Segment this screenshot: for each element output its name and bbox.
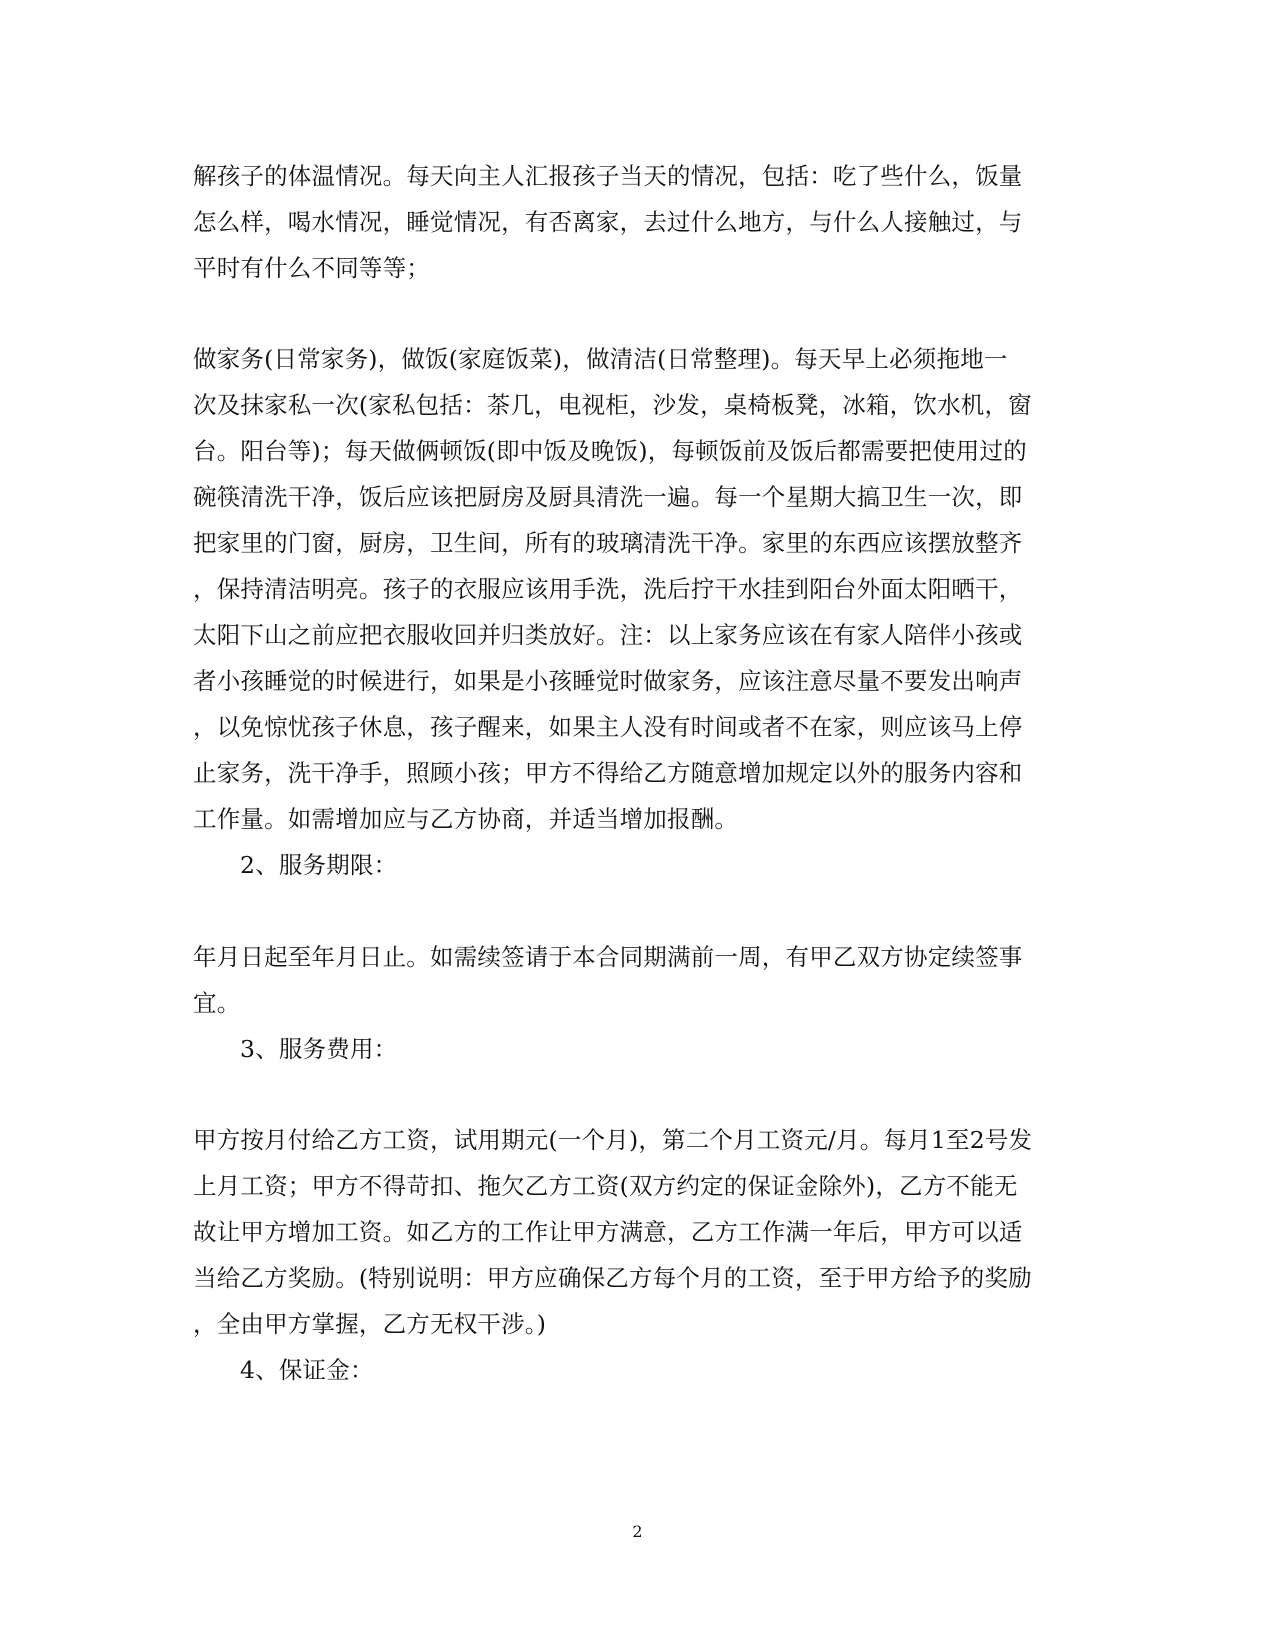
- housework-line-6: ，保持清洁明亮。孩子的衣服应该用手洗，洗后拧干水挂到阳台外面太阳晒干，: [193, 575, 1023, 603]
- term-line-1: 年月日起至年月日止。如需续签请于本合同期满前一周，有甲乙双方协定续签事: [193, 943, 1023, 971]
- housework-line-5: 把家里的门窗，厨房，卫生间，所有的玻璃清洗干净。家里的东西应该摆放整齐: [193, 529, 1023, 557]
- term-line-2: 宜。: [193, 989, 241, 1017]
- housework-line-2: 次及抹家私一次(家私包括：茶几，电视柜，沙发，桌椅板凳，冰箱，饮水机，窗: [193, 391, 1032, 419]
- fee-line-2: 上月工资；甲方不得苛扣、拖欠乙方工资(双方约定的保证金除外)，乙方不能无: [193, 1172, 1018, 1200]
- housework-line-3: 台。阳台等)；每天做俩顿饭(即中饭及晚饭)，每顿饭前及饭后都需要把使用过的: [193, 437, 1027, 465]
- housework-line-9: ，以免惊忧孩子休息，孩子醒来，如果主人没有时间或者不在家，则应该马上停: [193, 713, 1023, 741]
- childcare-line-2: 怎么样，喝水情况，睡觉情况，有否离家，去过什么地方，与什么人接触过，与: [193, 208, 1023, 236]
- housework-line-8: 者小孩睡觉的时候进行，如果是小孩睡觉时做家务，应该注意尽量不要发出响声: [193, 667, 1023, 695]
- section-heading-service-term: 2、服务期限：: [240, 851, 398, 879]
- page-number: 2: [632, 1522, 643, 1541]
- section-heading-deposit: 4、保证金：: [240, 1356, 374, 1384]
- housework-line-10: 止家务，洗干净手，照顾小孩；甲方不得给乙方随意增加规定以外的服务内容和: [193, 759, 1023, 787]
- housework-line-1: 做家务(日常家务)，做饭(家庭饭菜)，做清洁(日常整理)。每天早上必须拖地一: [193, 345, 1008, 373]
- section-heading-service-fee: 3、服务费用：: [240, 1035, 398, 1063]
- housework-line-11: 工作量。如需增加应与乙方协商，并适当增加报酬。: [193, 805, 739, 833]
- fee-line-3: 故让甲方增加工资。如乙方的工作让甲方满意，乙方工作满一年后，甲方可以适: [193, 1218, 1023, 1246]
- fee-line-1: 甲方按月付给乙方工资，试用期元(一个月)，第二个月工资元/月。每月1至2号发: [193, 1126, 1033, 1154]
- housework-line-4: 碗筷清洗干净，饭后应该把厨房及厨具清洗一遍。每一个星期大搞卫生一次，即: [193, 483, 1023, 511]
- childcare-line-1: 解孩子的体温情况。每天向主人汇报孩子当天的情况，包括：吃了些什么，饭量: [193, 162, 1023, 190]
- fee-line-5: ，全由甲方掌握，乙方无权干涉。): [193, 1310, 547, 1338]
- childcare-line-3: 平时有什么不同等等；: [193, 254, 430, 282]
- fee-line-4: 当给乙方奖励。(特别说明：甲方应确保乙方每个月的工资，至于甲方给予的奖励: [193, 1264, 1032, 1292]
- housework-line-7: 太阳下山之前应把衣服收回并归类放好。注：以上家务应该在有家人陪伴小孩或: [193, 621, 1023, 649]
